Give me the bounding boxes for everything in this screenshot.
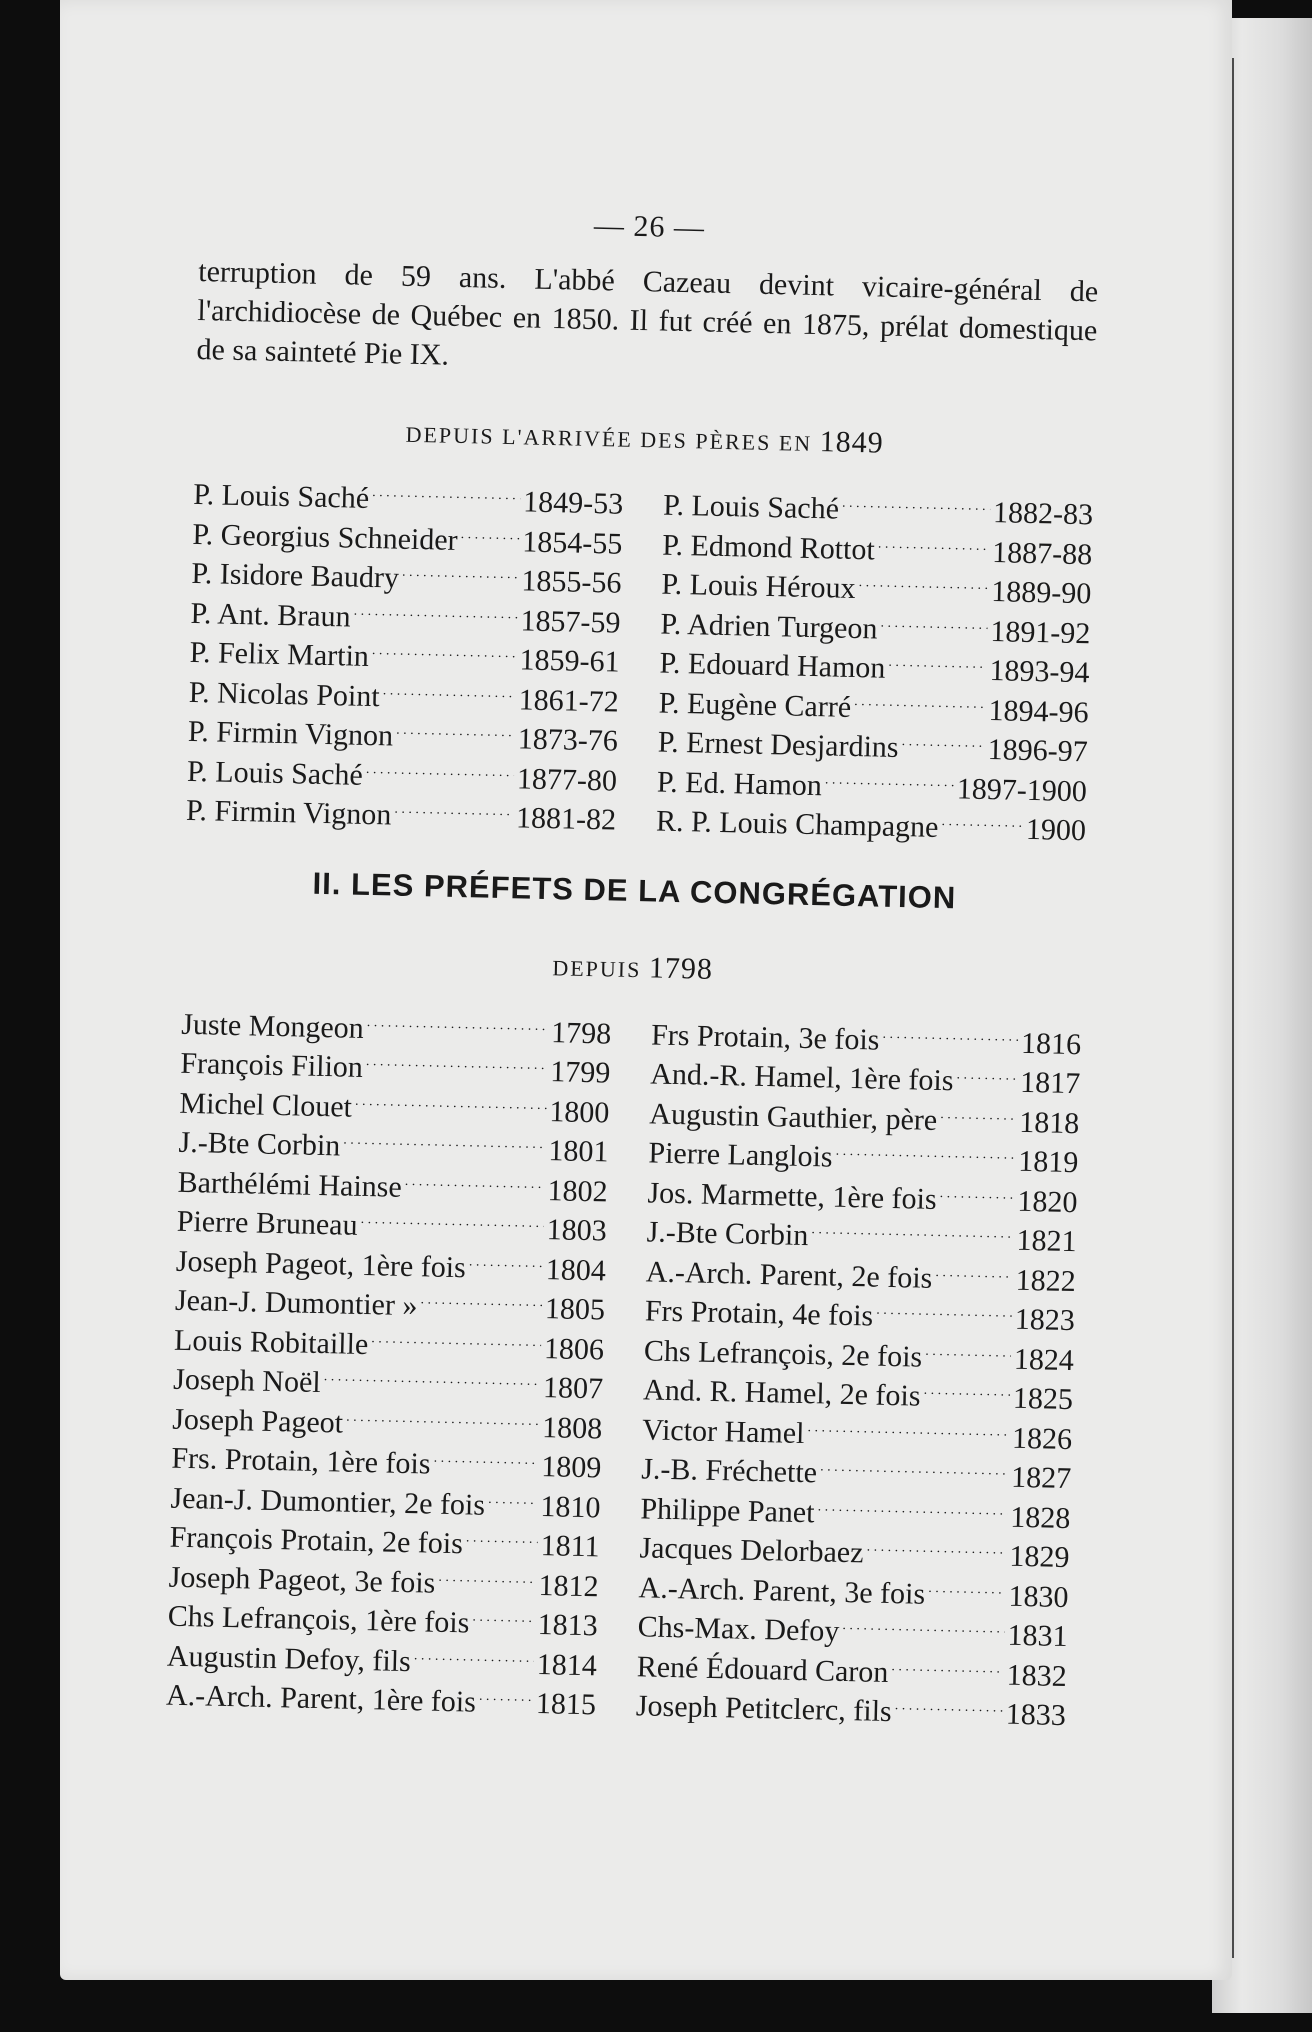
entry-name: P. Ernest Desjardins <box>657 725 899 764</box>
entry-years: 1891-92 <box>990 614 1091 650</box>
dot-leader <box>353 597 518 640</box>
entry-years: 1822 <box>1015 1263 1077 1298</box>
entry-years: 1882-83 <box>992 496 1094 532</box>
entry-name: Chs-Max. Defoy <box>637 1610 840 1648</box>
section2-left-column <box>166 1004 612 1725</box>
dot-leader <box>935 1258 1013 1299</box>
entry-name: François Filion <box>180 1046 364 1084</box>
dot-leader <box>460 521 520 562</box>
entry-name: Frs Protain, 4e fois <box>644 1294 874 1333</box>
dot-leader <box>323 1363 540 1407</box>
entry-years: 1801 <box>548 1134 609 1169</box>
entry-years: 1798 <box>550 1015 612 1051</box>
entry-years: 1814 <box>536 1647 598 1682</box>
entry-name: Joseph Pageot, 1ère fois <box>175 1244 467 1284</box>
entry-years: 1826 <box>1011 1421 1073 1456</box>
dot-leader <box>901 728 985 769</box>
entry-name: R. P. Louis Champagne <box>655 804 939 844</box>
dot-leader <box>365 755 514 798</box>
section1-left-column <box>186 475 624 840</box>
entry-name: Jean-J. Dumontier » <box>174 1283 418 1323</box>
dot-leader <box>894 1692 1003 1734</box>
entry-name: Victor Hamel <box>641 1412 805 1450</box>
dot-leader <box>842 490 991 533</box>
entry-years: 1894-96 <box>988 693 1089 729</box>
entry-years: 1807 <box>542 1371 604 1406</box>
entry-years: 1825 <box>1012 1381 1074 1417</box>
entry-years: 1831 <box>1007 1618 1069 1654</box>
entry-name: And.-R. Hamel, 1ère fois <box>649 1057 954 1098</box>
entry-name: J.-B. Fréchette <box>640 1452 818 1490</box>
entry-years: 1861-72 <box>518 682 620 719</box>
entry-name: Augustin Gauthier, père <box>649 1096 938 1137</box>
dot-leader <box>807 1414 1010 1458</box>
entry-name: A.-Arch. Parent, 1ère fois <box>165 1678 477 1719</box>
entry-years: 1859-61 <box>519 643 620 679</box>
section1-heading-text: DEPUIS L'ARRIVÉE DES PÈRES EN <box>405 421 813 456</box>
dot-leader <box>891 1653 1004 1695</box>
dot-leader <box>811 1216 1014 1260</box>
dot-leader <box>371 1325 542 1368</box>
dot-leader <box>343 1126 546 1170</box>
dot-leader <box>346 1403 540 1447</box>
dot-leader <box>413 1642 534 1684</box>
entry-name: P. Louis Saché <box>192 477 370 515</box>
entry-years: 1857-59 <box>520 603 621 640</box>
entry-name: Jacques Delorbaez <box>639 1531 864 1570</box>
entry-name: P. Felix Martin <box>189 635 370 673</box>
entry-years: 1820 <box>1017 1184 1078 1219</box>
dot-leader <box>372 479 521 522</box>
entry-name: A.-Arch. Parent, 3e fois <box>638 1570 926 1611</box>
entry-years: 1833 <box>1005 1697 1067 1733</box>
dot-leader <box>465 1524 538 1565</box>
dot-leader <box>940 1101 1017 1142</box>
entry-years: 1832 <box>1006 1658 1068 1693</box>
entry-years: 1887-88 <box>991 535 1093 571</box>
entry-name: Chs Lefrançois, 1ère fois <box>167 1599 470 1640</box>
dot-leader <box>858 569 989 611</box>
entry-name: Philippe Panet <box>640 1491 815 1529</box>
entry-name: Joseph Noël <box>172 1362 322 1400</box>
entry-name: Chs Lefrançois, 2e fois <box>643 1333 923 1374</box>
entry-name: Pierre Langlois <box>648 1136 833 1174</box>
section1-right-column <box>656 486 1094 851</box>
entry-name: Barthélémi Hainse <box>177 1165 403 1204</box>
dot-leader <box>820 1453 1009 1497</box>
entry-name: And. R. Hamel, 2e fois <box>642 1373 921 1413</box>
entry-name: P. Eugène Carré <box>658 686 852 724</box>
entry-name: Joseph Pageot <box>171 1402 344 1440</box>
entry-name: P. Firmin Vignon <box>187 714 394 753</box>
entry-years: 1828 <box>1009 1500 1071 1535</box>
entry-name: P. Adrien Turgeon <box>660 607 878 645</box>
dot-leader <box>396 717 516 759</box>
entry-name: P. Edmond Rottot <box>661 528 876 566</box>
entry-name: Augustin Defoy, fils <box>166 1639 412 1678</box>
entry-name: René Édouard Caron <box>636 1649 889 1689</box>
dot-leader <box>925 1337 1012 1378</box>
entry-name: P. Firmin Vignon <box>185 793 392 832</box>
dot-leader <box>371 637 517 680</box>
entry-years: 1806 <box>543 1331 605 1366</box>
entry-name: Louis Robitaille <box>173 1323 369 1361</box>
dot-leader <box>939 1180 1015 1221</box>
intro-paragraph: terruption de 59 ans. L'abbé Cazeau devint vicaire-général de l'archidiocèse de Québec en 1850. Il fut créé en 1875, prélat domestique de sa sainteté Pie IX. <box>196 254 1099 372</box>
dot-leader <box>366 1009 548 1053</box>
entry-years: 1816 <box>1020 1026 1082 1061</box>
entry-name: Michel Clouet <box>179 1086 353 1124</box>
entry-name: P. Isidore Baudry <box>191 556 400 595</box>
entry-years: 1803 <box>546 1213 608 1248</box>
entry-name: P. Georgius Schneider <box>192 517 458 557</box>
entry-name: François Protain, 2e fois <box>169 1520 464 1561</box>
section2-title: II. LES PRÉFETS DE LA CONGRÉGATION <box>312 865 957 915</box>
section2-columns <box>166 1004 1082 1735</box>
dot-leader <box>882 1020 1019 1063</box>
entry-years: 1810 <box>540 1489 601 1524</box>
entry-years: 1823 <box>1014 1302 1076 1338</box>
entry-years: 1893-94 <box>989 654 1090 690</box>
dot-leader <box>472 1604 535 1645</box>
entry-name: Frs Protain, 3e fois <box>650 1017 880 1057</box>
dot-leader <box>382 677 516 720</box>
entry-name: P. Louis Saché <box>186 754 364 792</box>
dot-leader <box>402 559 519 601</box>
dot-leader <box>824 766 954 808</box>
dot-leader <box>877 530 989 572</box>
entry-name: Juste Mongeon <box>180 1007 365 1045</box>
entry-years: 1829 <box>1009 1539 1070 1575</box>
entry-name: A.-Arch. Parent, 2e fois <box>645 1254 933 1295</box>
dot-leader <box>433 1445 539 1487</box>
entry-years: 1811 <box>540 1529 600 1564</box>
dot-leader <box>923 1377 1010 1418</box>
page-number: — 26 — <box>593 208 706 245</box>
entry-years: 1849-53 <box>522 485 624 521</box>
entry-years: 1804 <box>545 1252 607 1287</box>
entry-name: Frs. Protain, 1ère fois <box>171 1441 431 1481</box>
entry-years: 1830 <box>1008 1579 1069 1614</box>
list-row <box>186 791 617 840</box>
dot-leader <box>394 796 514 838</box>
entry-name: Jos. Marmette, 1ère fois <box>647 1175 937 1216</box>
section2-heading-text: DEPUIS <box>552 954 642 982</box>
dot-leader <box>404 1167 545 1210</box>
dot-leader <box>880 609 988 651</box>
dot-leader <box>835 1138 1016 1182</box>
entry-years: 1812 <box>538 1568 600 1603</box>
section1-heading-year: 1849 <box>819 425 885 460</box>
section2-heading-year: 1798 <box>648 950 714 986</box>
dot-leader <box>817 1493 1008 1537</box>
section1-heading <box>194 411 1095 465</box>
dot-leader <box>365 1048 547 1092</box>
dot-leader <box>956 1061 1018 1102</box>
dot-leader <box>866 1533 1007 1576</box>
entry-years: 1802 <box>547 1173 608 1208</box>
section2-heading <box>182 940 1083 994</box>
entry-name: P. Ant. Braun <box>190 596 351 634</box>
entry-years: 1824 <box>1013 1342 1075 1377</box>
entry-years: 1854-55 <box>521 524 623 561</box>
entry-years: 1808 <box>541 1410 603 1445</box>
entry-years: 1881-82 <box>515 801 617 837</box>
dot-leader <box>854 687 986 729</box>
entry-years: 1813 <box>537 1608 599 1643</box>
dot-leader <box>842 1612 1005 1655</box>
entry-years: 1821 <box>1016 1223 1077 1259</box>
entry-years: 1815 <box>535 1687 597 1722</box>
entry-name: P. Edouard Hamon <box>659 646 886 685</box>
dot-leader <box>360 1206 544 1250</box>
entry-years: 1800 <box>549 1094 610 1130</box>
entry-years: 1817 <box>1019 1065 1081 1101</box>
dot-leader <box>420 1286 542 1328</box>
entry-years: 1889-90 <box>990 575 1092 611</box>
entry-name: J.-Bte Corbin <box>646 1215 809 1253</box>
dot-leader <box>888 649 987 691</box>
entry-name: P. Ed. Hamon <box>656 765 823 802</box>
entry-years: 1897-1900 <box>956 771 1088 808</box>
entry-years: 1799 <box>549 1055 611 1090</box>
entry-name: Jean-J. Dumontier, 2e fois <box>170 1481 486 1522</box>
entry-name: J.-Bte Corbin <box>178 1125 341 1163</box>
dot-leader <box>928 1574 1006 1615</box>
entry-years: 1877-80 <box>516 761 618 798</box>
entry-years: 1896-97 <box>987 733 1089 769</box>
entry-name: P. Louis Saché <box>662 488 840 526</box>
entry-name: Joseph Petitclerc, fils <box>635 1689 893 1729</box>
section1-columns <box>186 475 1094 851</box>
dot-leader <box>468 1248 543 1289</box>
dot-leader <box>478 1683 533 1724</box>
dot-leader <box>438 1563 536 1605</box>
entry-years: 1900 <box>1025 812 1087 848</box>
page-content <box>166 200 1100 1736</box>
entry-years: 1818 <box>1018 1105 1080 1140</box>
dot-leader <box>488 1485 538 1526</box>
dot-leader <box>876 1297 1013 1340</box>
entry-years: 1819 <box>1018 1144 1079 1180</box>
entry-years: 1805 <box>544 1292 606 1327</box>
dot-leader <box>354 1087 546 1131</box>
entry-years: 1855-56 <box>521 564 622 600</box>
section2-right-column <box>635 1015 1081 1736</box>
entry-name: Joseph Pageot, 3e fois <box>168 1560 436 1600</box>
entry-name: P. Louis Héroux <box>661 567 856 605</box>
list-row <box>656 802 1087 851</box>
entry-years: 1873-76 <box>517 722 619 758</box>
entry-years: 1809 <box>540 1450 602 1485</box>
entry-name: Pierre Bruneau <box>176 1204 358 1242</box>
dot-leader <box>941 808 1023 849</box>
entry-years: 1827 <box>1010 1460 1072 1496</box>
entry-name: P. Nicolas Point <box>188 675 381 713</box>
